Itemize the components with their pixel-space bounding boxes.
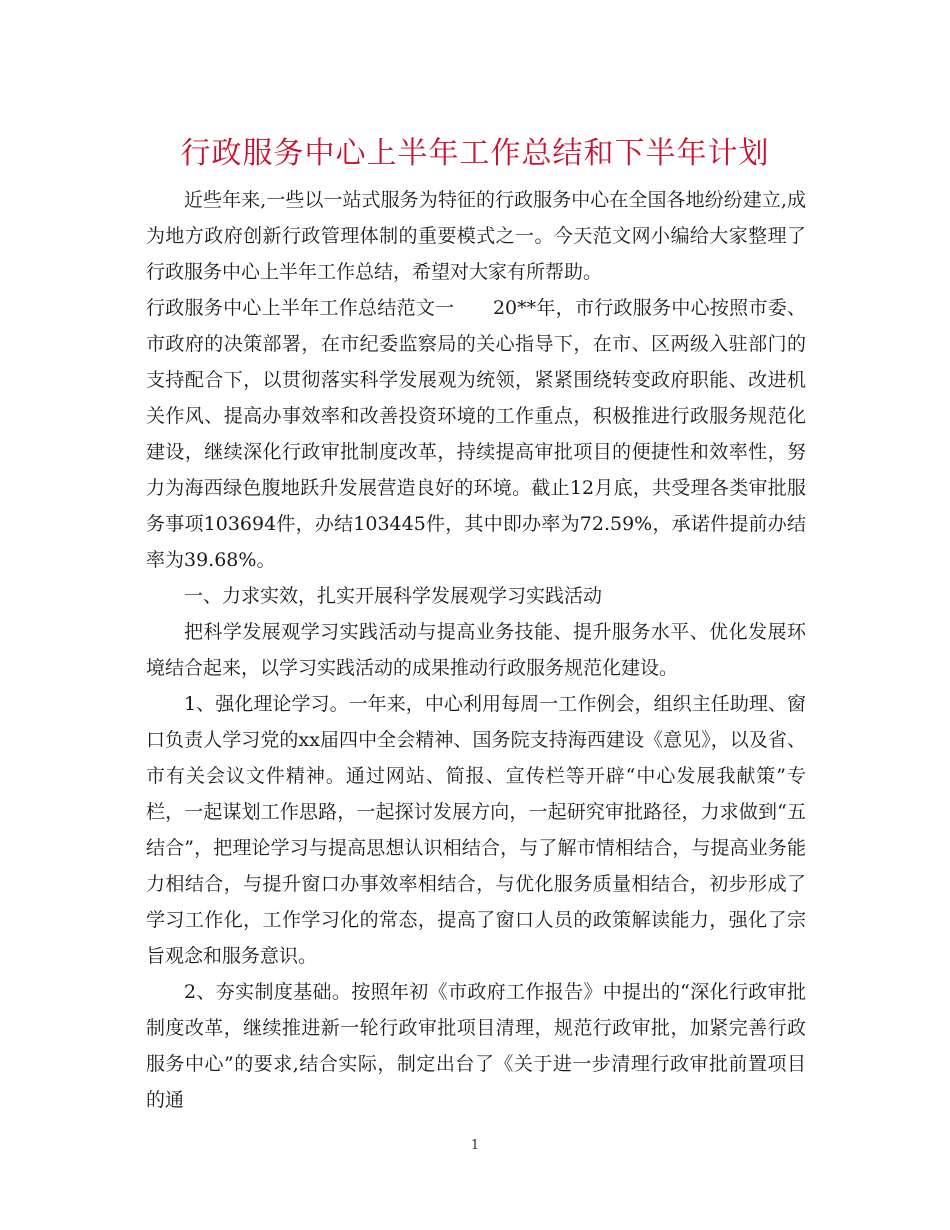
paragraph-summary: 行政服务中心上半年工作总结范文一 20**年，市行政服务中心按照市委、市政府的决策部署，在市纪委监察局的关心指导下，在市、区两级入驻部门的支持配合下，以贯彻落实科学发展观为统领，紧紧围绕转变政府职能、改进机关作风、提高办事效率和改善投资环境的工作重点，积极推进行政服务规范化建设，继续深化行政审批制度改革，持续提高审批项目的便捷性和效率性，努力为海西绿色腹地跃升发展营造良好的环境。截止12月底，共受理各类审批服务事项103694件，办结103445件，其中即办率为72.59%，承诺件提前办结率为39.68%。 — [146, 297, 806, 571]
document-body — [146, 182, 806, 1118]
paragraph-system-foundation: 2、夯实制度基础。按照年初《市政府工作报告》中提出的“深化行政审批制度改革，继续推进新一轮行政审批项目清理，规范行政审批，加紧完善行政服务中心”的要求,结合实际，制定出台了《关于进一步清理行政审批前置项目的通 — [146, 981, 806, 1111]
page-number: 1 — [470, 1138, 480, 1153]
paragraph-theory-study: 1、强化理论学习。一年来，中心利用每周一工作例会，组织主任助理、窗口负责人学习党的xx届四中全会精神、国务院支持海西建设《意见》，以及省、市有关会议文件精神。通过网站、简报、宣传栏等开辟“中心发展我献策”专栏，一起谋划工作思路，一起探讨发展方向，一起研究审批路径，力求做到“五结合”，把理论学习与提高思想认识相结合，与了解市情相结合，与提高业务能力相结合，与提升窗口办事效率相结合，与优化服务质量相结合，初步形成了学习工作化，工作学习化的常态，提高了窗口人员的政策解读能力，强化了宗旨观念和服务意识。 — [146, 693, 806, 967]
document-title: 行政服务中心上半年工作总结和下半年计划 — [180, 136, 770, 171]
paragraph-intro: 近些年来,一些以一站式服务为特征的行政服务中心在全国各地纷纷建立,成为地方政府创新行政管理体制的重要模式之一。今天范文网小编给大家整理了行政服务中心上半年工作总结，希望对大家有所帮助。 — [146, 189, 806, 283]
paragraph-section-1-intro: 把科学发展观学习实践活动与提高业务技能、提升服务水平、优化发展环境结合起来，以学习实践活动的成果推动行政服务规范化建设。 — [146, 621, 806, 679]
section-heading-1: 一、力求实效，扎实开展科学发展观学习实践活动 — [184, 585, 603, 607]
